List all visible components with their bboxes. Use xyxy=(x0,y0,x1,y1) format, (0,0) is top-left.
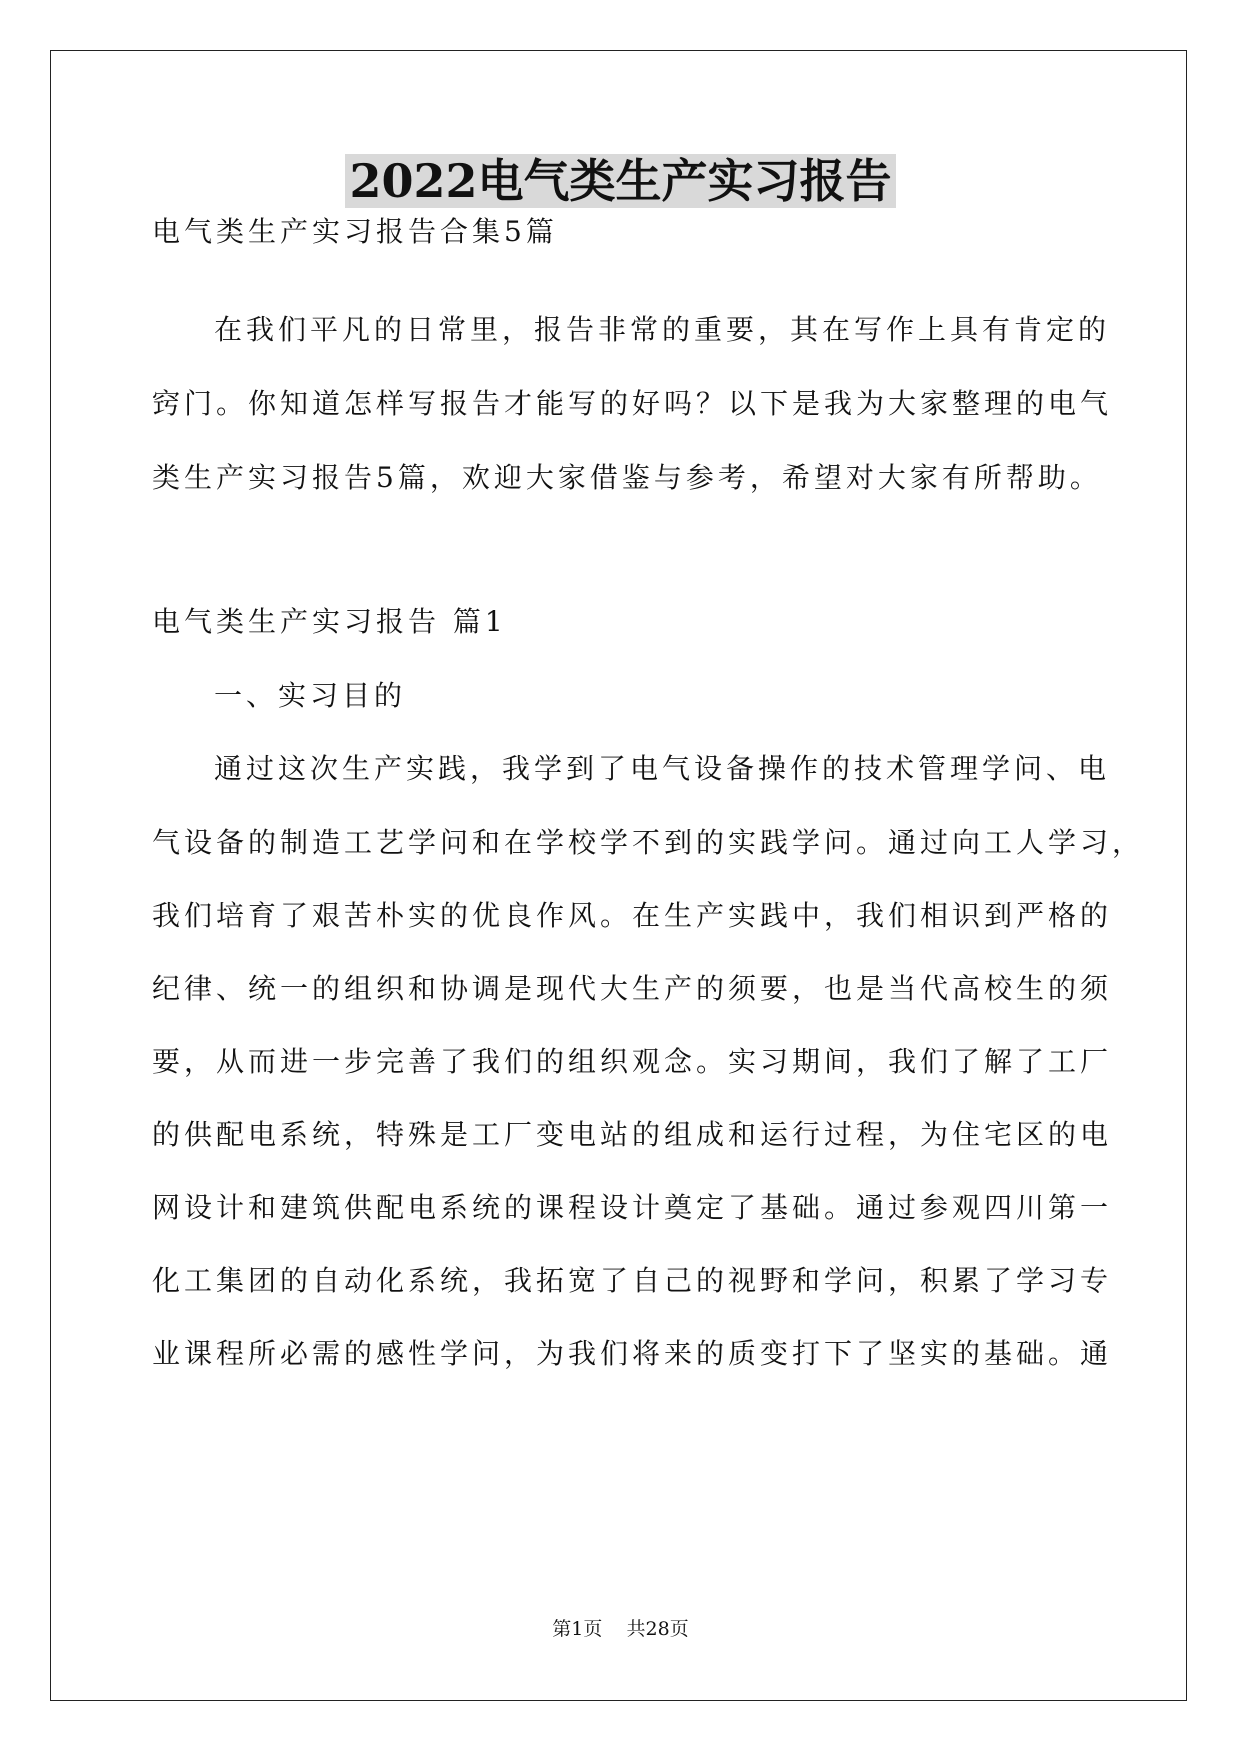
body-paragraph-line: 网设计和建筑供配电系统的课程设计奠定了基础。通过参观四川第一 xyxy=(152,1191,1113,1224)
section-heading: 电气类生产实习报告 篇1 xyxy=(152,605,507,638)
body-paragraph-line: 业课程所必需的感性学问，为我们将来的质变打下了坚实的基础。通 xyxy=(152,1337,1113,1370)
body-paragraph-line: 纪律、统一的组织和协调是现代大生产的须要，也是当代高校生的须 xyxy=(152,972,1113,1005)
page-border xyxy=(50,50,1187,1701)
body-paragraph-line: 我们培育了艰苦朴实的优良作风。在生产实践中，我们相识到严格的 xyxy=(152,899,1113,932)
intro-paragraph-line: 窍门。你知道怎样写报告才能写的好吗？以下是我为大家整理的电气 xyxy=(152,387,1113,420)
body-paragraph-line: 要，从而进一步完善了我们的组织观念。实习期间，我们了解了工厂 xyxy=(152,1045,1113,1078)
collection-heading: 电气类生产实习报告合集5篇 xyxy=(152,215,558,248)
document-title: 2022电气类生产实习报告 xyxy=(0,150,1241,212)
body-paragraph-line: 通过这次生产实践，我学到了电气设备操作的技术管理学问、电 xyxy=(214,752,1111,785)
intro-paragraph-line: 在我们平凡的日常里，报告非常的重要，其在写作上具有肯定的 xyxy=(214,313,1111,346)
body-paragraph-line: 的供配电系统，特殊是工厂变电站的组成和运行过程，为住宅区的电 xyxy=(152,1118,1113,1151)
intro-paragraph-line: 类生产实习报告5篇，欢迎大家借鉴与参考，希望对大家有所帮助。 xyxy=(152,461,1102,494)
body-paragraph-line: 气设备的制造工艺学问和在学校学不到的实践学问。通过向工人学习， xyxy=(152,826,1145,859)
page-number-footer: 第1页 共28页 xyxy=(552,1618,689,1640)
body-paragraph-line: 化工集团的自动化系统，我拓宽了自己的视野和学问，积累了学习专 xyxy=(152,1264,1113,1297)
subheading: 一、实习目的 xyxy=(214,679,407,712)
